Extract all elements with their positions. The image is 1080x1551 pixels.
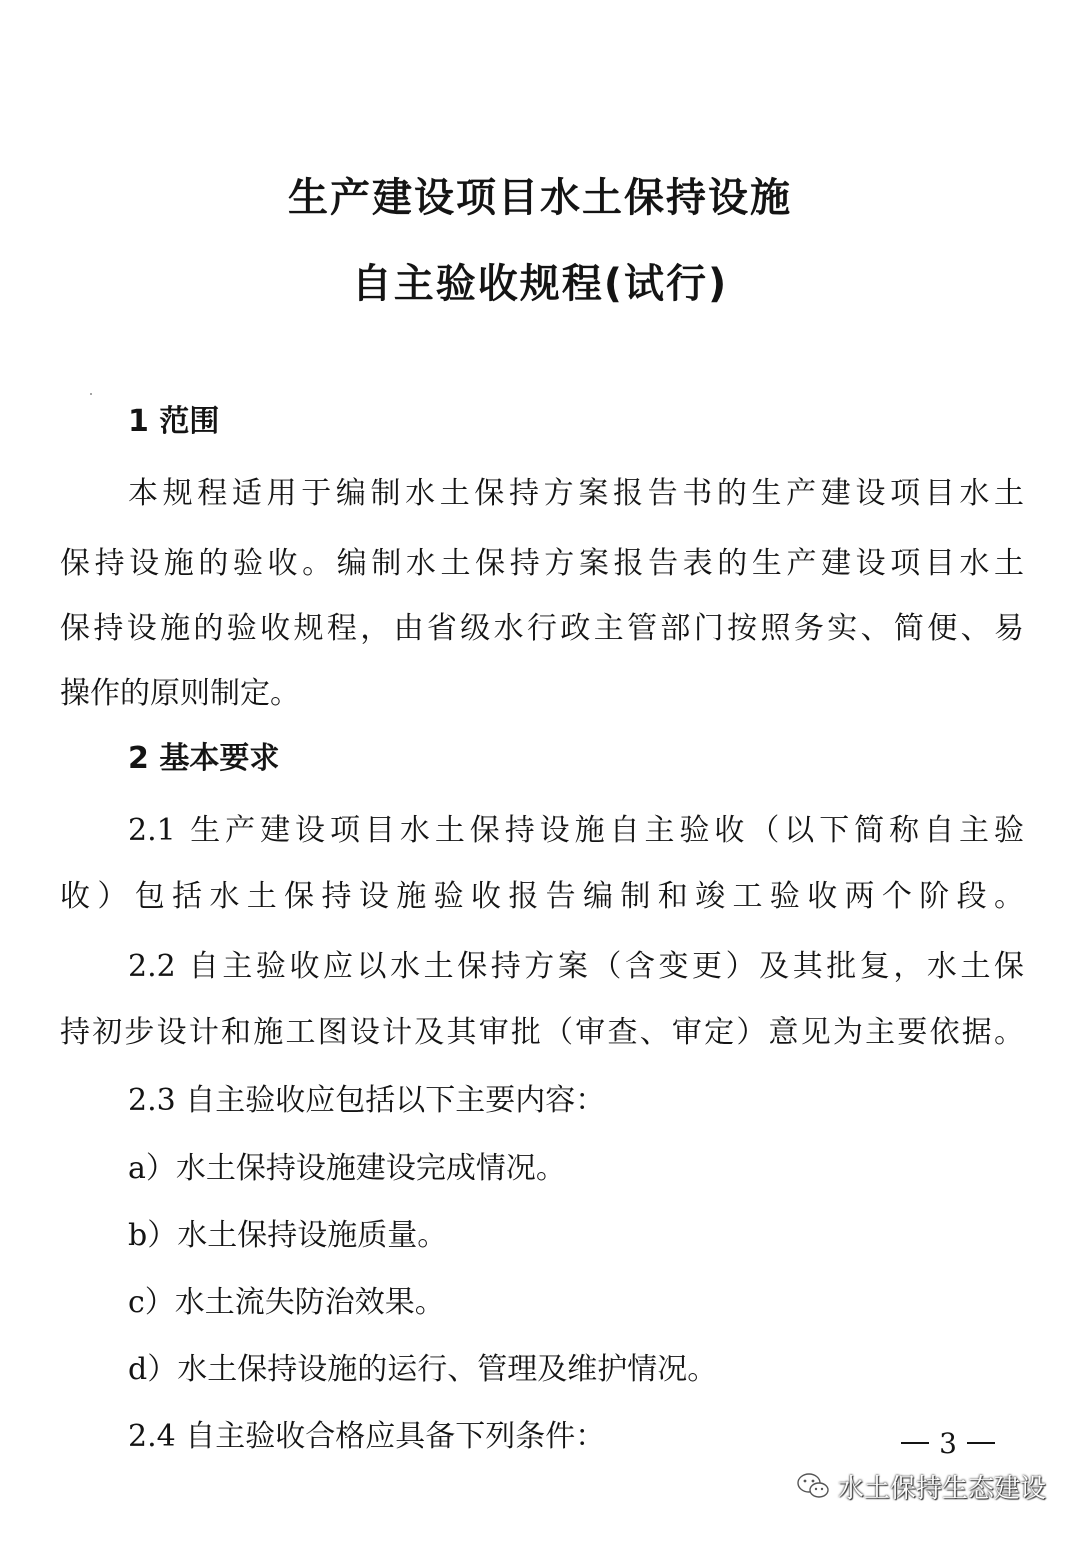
watermark-text: 水土保持生态建设: [837, 1473, 1046, 1504]
list-item: a）水土保持设施建设完成情况。: [128, 1151, 566, 1186]
section-1-paragraph-line: 操作的原则制定。: [60, 676, 300, 711]
section-1-heading: 1 范围: [128, 404, 220, 439]
list-item: d）水土保持设施的运行、管理及维护情况。: [128, 1352, 718, 1387]
page-number-value: 3: [939, 1426, 957, 1460]
scan-speck: [90, 393, 92, 395]
list-item: c）水土流失防治效果。: [128, 1285, 445, 1320]
page-number: [890, 1423, 1006, 1463]
clause-2-4: 2.4 自主验收合格应具备下列条件：: [128, 1419, 606, 1454]
section-1-paragraph-line: 保持设施的验收规程，由省级水行政主管部门按照务实、简便、易: [60, 611, 1024, 646]
section-2-heading: 2 基本要求: [128, 741, 280, 776]
clause-2-2-line: 持初步设计和施工图设计及其审批（审查、审定）意见为主要依据。: [60, 1015, 1024, 1050]
watermark: [796, 1466, 1046, 1506]
page-number-dash: [967, 1442, 995, 1444]
section-1-paragraph-line: 本规程适用于编制水土保持方案报告书的生产建设项目水土: [128, 476, 1024, 511]
page-number-dash: [901, 1442, 929, 1444]
clause-2-1-line: 收）包括水土保持设施验收报告编制和竣工验收两个阶段。: [60, 879, 1024, 914]
clause-2-1-line: 2.1 生产建设项目水土保持设施自主验收（以下简称自主验: [128, 813, 1024, 848]
document-title-line-2: 自主验收规程(试行): [351, 261, 729, 307]
wechat-icon: [796, 1471, 830, 1501]
list-item: b）水土保持设施质量。: [128, 1218, 448, 1253]
clause-2-2-line: 2.2 自主验收应以水土保持方案（含变更）及其批复，水土保: [128, 949, 1024, 984]
section-1-paragraph-line: 保持设施的验收。编制水土保持方案报告表的生产建设项目水土: [60, 546, 1024, 581]
clause-2-3: 2.3 自主验收应包括以下主要内容：: [128, 1083, 606, 1118]
document-title-line-1: 生产建设项目水土保持设施: [288, 175, 792, 221]
